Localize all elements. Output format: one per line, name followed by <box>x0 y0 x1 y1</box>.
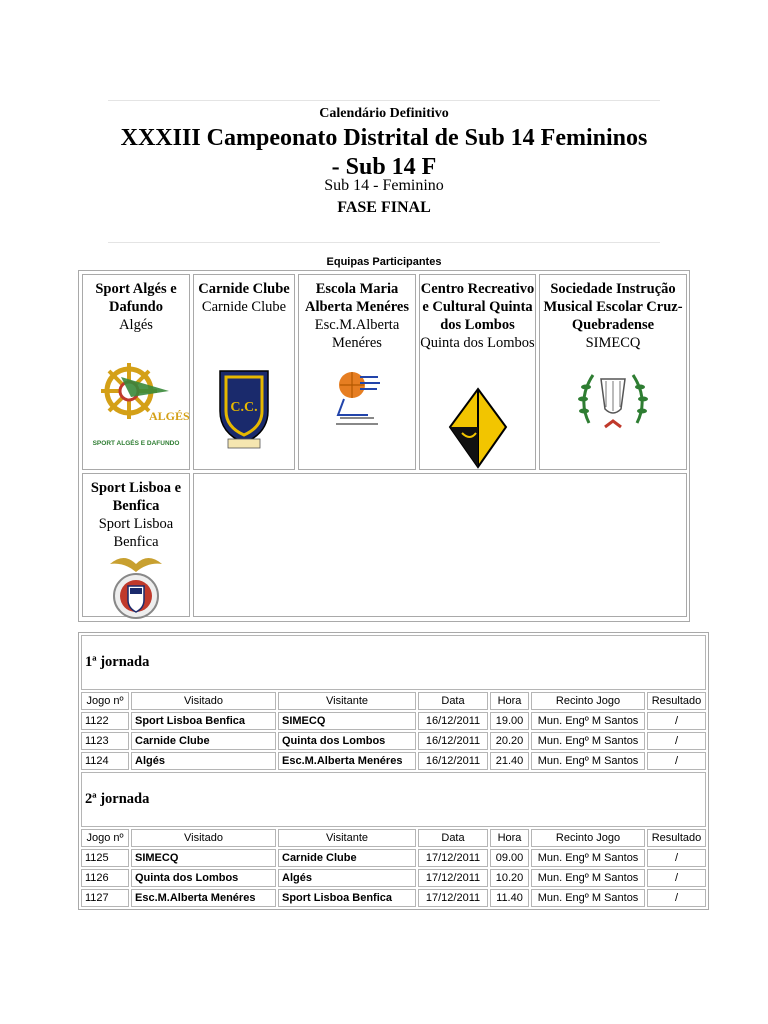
team-short: Esc.M.Alberta Menéres <box>314 317 400 351</box>
team-short: Carnide Clube <box>201 299 287 315</box>
round-title: 1ª jornada <box>81 635 706 690</box>
phase-label: FASE FINAL <box>337 199 431 216</box>
table-row: 1123 Carnide Clube Quinta dos Lombos 16/12/2011 20.20 Mun. Engº M Santos / <box>81 732 706 750</box>
team-short: Algés <box>119 317 153 333</box>
team-cell-escola <box>298 274 416 470</box>
teams-caption: Equipas Participantes <box>326 256 442 268</box>
lombos-logo-icon <box>420 387 535 469</box>
team-name: Escola Maria Alberta Menéres <box>304 281 409 315</box>
team-cell-carnide <box>193 274 295 470</box>
simecq-logo-icon <box>540 367 686 433</box>
calendar-label: Calendário Definitivo <box>319 106 449 121</box>
alges-logo-icon <box>83 357 189 451</box>
page-title: XXXIII Campeonato Distrital de Sub 14 Femininos - Sub 14 F <box>120 125 648 180</box>
team-cell-lombos <box>419 274 536 470</box>
teams-grid <box>78 270 690 622</box>
page-subtitle: Sub 14 - Feminino <box>324 177 444 194</box>
team-short: SIMECQ <box>585 335 641 351</box>
team-short: Sport Lisboa Benfica <box>98 516 174 550</box>
svg-text:ALGÉS: ALGÉS <box>149 409 190 423</box>
team-name: Carnide Clube <box>198 281 290 297</box>
carnide-logo-icon <box>194 367 294 453</box>
team-name: Sport Algés e Dafundo <box>95 281 177 315</box>
team-cell-simecq <box>539 274 687 470</box>
benfica-logo-icon <box>83 550 189 620</box>
empty-cell <box>193 473 687 617</box>
table-header: Jogo nº Visitado Visitante Data Hora Recinto Jogo Resultado <box>81 692 706 710</box>
table-row: 1126 Quinta dos Lombos Algés 17/12/2011 10.20 Mun. Engº M Santos / <box>81 869 706 887</box>
round-title: 2ª jornada <box>81 772 706 827</box>
team-cell-alges <box>82 274 190 470</box>
team-name: Sport Lisboa e Benfica <box>90 480 182 514</box>
team-name: Centro Recreativo e Cultural Quinta dos Lombos <box>420 281 535 333</box>
mid-divider <box>108 242 660 243</box>
team-cell-benfica <box>82 473 190 617</box>
top-divider <box>108 100 660 101</box>
team-short: Quinta dos Lombos <box>420 335 535 351</box>
table-row: 1125 SIMECQ Carnide Clube 17/12/2011 09.00 Mun. Engº M Santos / <box>81 849 706 867</box>
table-row: 1127 Esc.M.Alberta Menéres Sport Lisboa Benfica 17/12/2011 11.40 Mun. Engº M Santos / <box>81 889 706 907</box>
table-header: Jogo nº Visitado Visitante Data Hora Recinto Jogo Resultado <box>81 829 706 847</box>
team-name: Sociedade Instrução Musical Escolar Cruz-Quebradense <box>543 281 683 333</box>
escola-logo-icon <box>299 363 415 429</box>
table-row: 1124 Algés Esc.M.Alberta Menéres 16/12/2011 21.40 Mun. Engº M Santos / <box>81 752 706 770</box>
svg-text:SPORT ALGÉS E DAFUNDO: SPORT ALGÉS E DAFUNDO <box>92 440 180 447</box>
round-1-table <box>78 632 709 910</box>
table-row: 1122 Sport Lisboa Benfica SIMECQ 16/12/2011 19.00 Mun. Engº M Santos / <box>81 712 706 730</box>
svg-text:C.C.: C.C. <box>230 400 258 415</box>
